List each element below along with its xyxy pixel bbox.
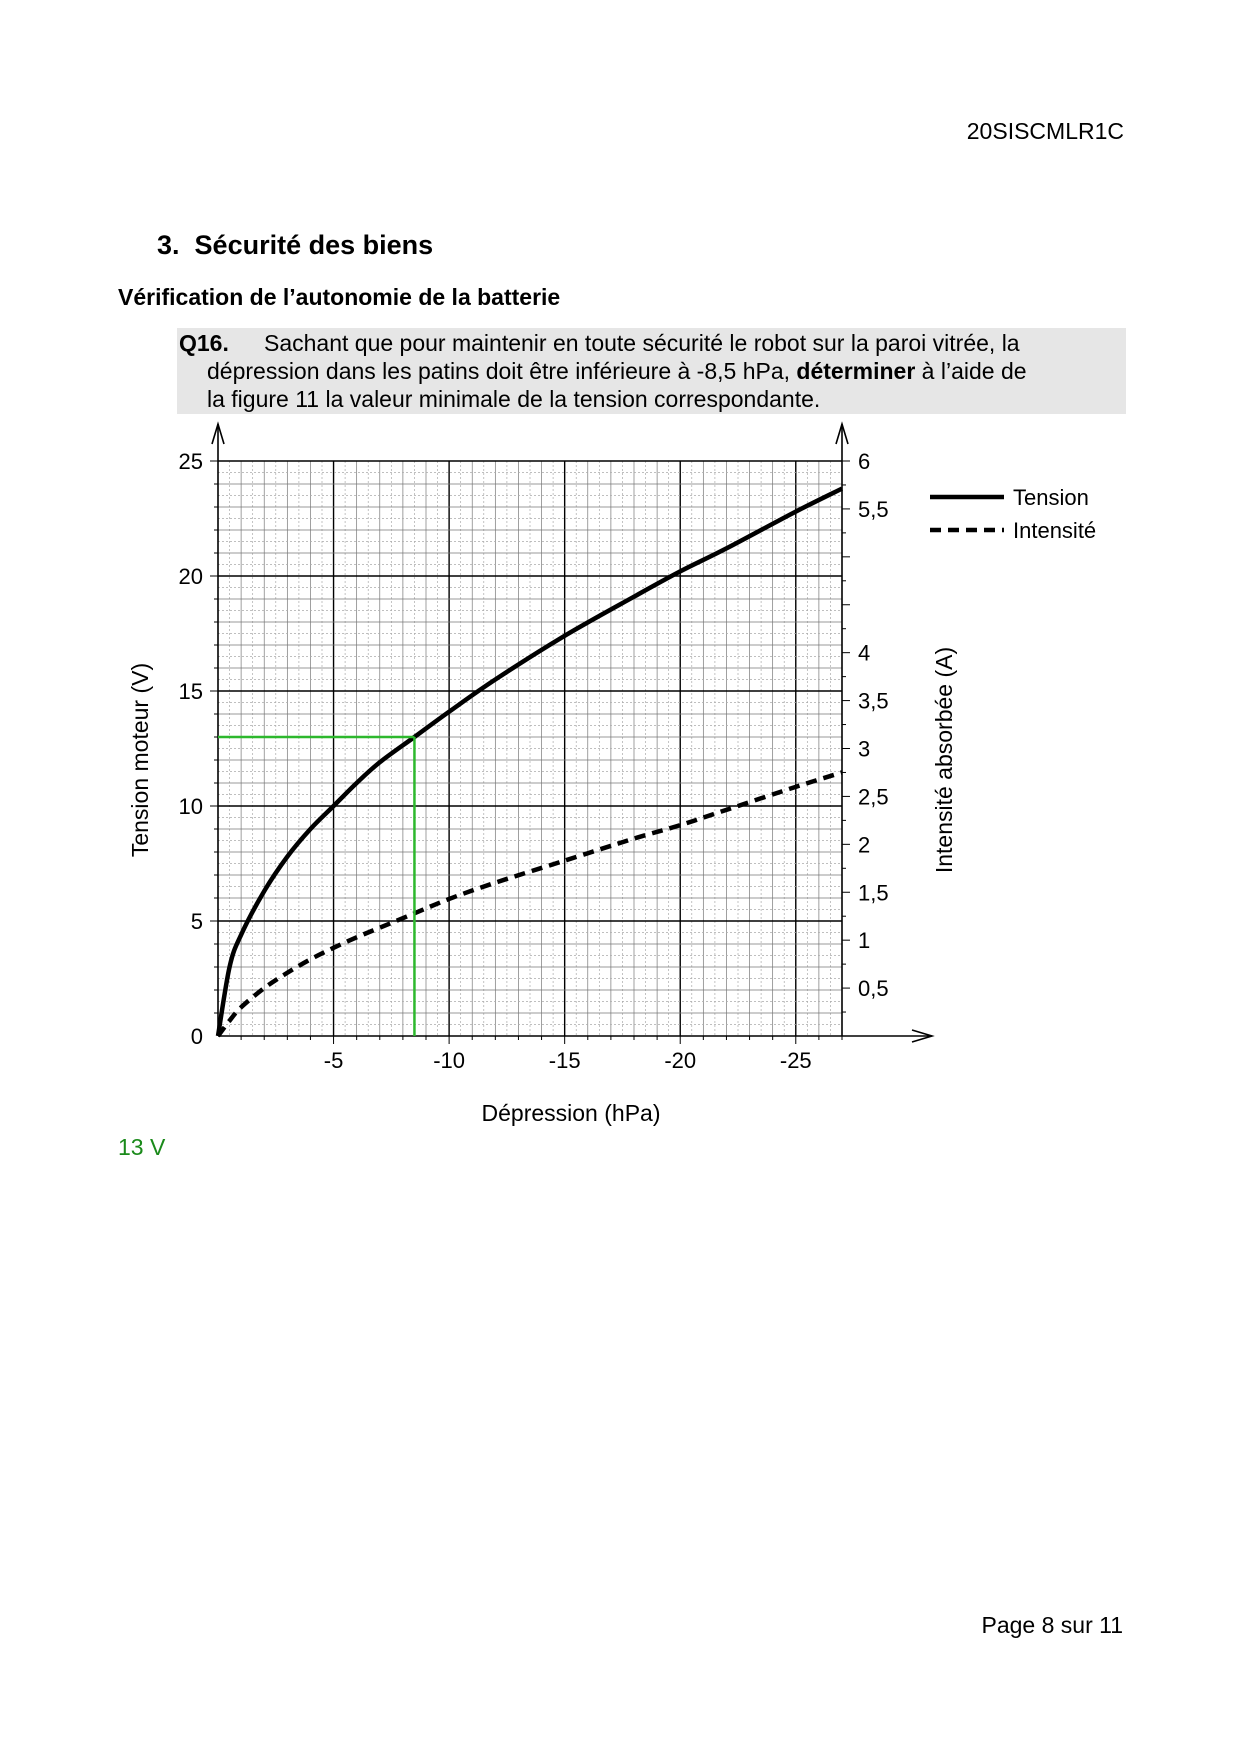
question-number: Q16. (179, 330, 229, 356)
chart-legend (930, 485, 1096, 543)
chart-grid (218, 461, 842, 1036)
y2-tick-label: 6 (858, 449, 871, 474)
subsection-title: Vérification de l’autonomie de la batterie (118, 284, 561, 310)
y-tick-label: 5 (190, 909, 203, 934)
y2-tick-label: 2,5 (858, 784, 889, 810)
y2-tick-label: 1,5 (858, 880, 889, 906)
y2-tick-label: 1 (858, 928, 871, 954)
chart-tick-labels (179, 449, 889, 1073)
x-tick-label: -10 (433, 1048, 466, 1073)
y2-tick-label: 2 (858, 832, 871, 858)
y-axis-label: Tension moteur (V) (127, 662, 153, 858)
x-tick-label: -20 (664, 1048, 697, 1073)
page-number: Page 8 sur 11 (981, 1612, 1123, 1638)
y2-tick-label: 5,5 (858, 496, 889, 522)
y2-tick-label: 3,5 (858, 688, 889, 714)
y-tick-label: 0 (190, 1024, 203, 1049)
chart-axes (210, 424, 932, 1044)
y-tick-label: 10 (178, 794, 203, 819)
question-line-3: la figure 11 la valeur minimale de la tension correspondante. (207, 386, 821, 412)
y2-tick-label: 3 (858, 736, 871, 762)
question-line-1: Sachant que pour maintenir en toute sécurité le robot sur la paroi vitrée, la (264, 330, 1020, 356)
question-keyword: déterminer (796, 358, 916, 384)
x-axis-label: Dépression (hPa) (481, 1100, 661, 1126)
document-code: 20SISCMLR1C (966, 118, 1124, 144)
legend-label-intensité: Intensité (1013, 518, 1097, 543)
x-tick-label: -5 (323, 1048, 344, 1073)
x-tick-label: -15 (548, 1048, 581, 1073)
y2-tick-label: 4 (858, 640, 871, 666)
y2-tick-label: 0,5 (858, 976, 889, 1002)
question-line-2-pre: dépression dans les patins doit être inférieure à -8,5 hPa, (207, 358, 797, 384)
section-title-text: Sécurité des biens (194, 230, 434, 260)
x-tick-label: -25 (779, 1048, 812, 1073)
series-line-intensité (218, 772, 842, 1036)
legend-label-tension: Tension (1013, 485, 1089, 510)
y-tick-label: 25 (178, 449, 203, 474)
answer-text: 13 V (118, 1134, 166, 1160)
y-tick-label: 15 (178, 679, 203, 704)
question-line-2-post: à l’aide de (915, 358, 1027, 384)
section-number: 3. (157, 230, 180, 260)
y-tick-label: 20 (178, 564, 203, 589)
y2-axis-label: Intensité absorbée (A) (931, 646, 957, 874)
